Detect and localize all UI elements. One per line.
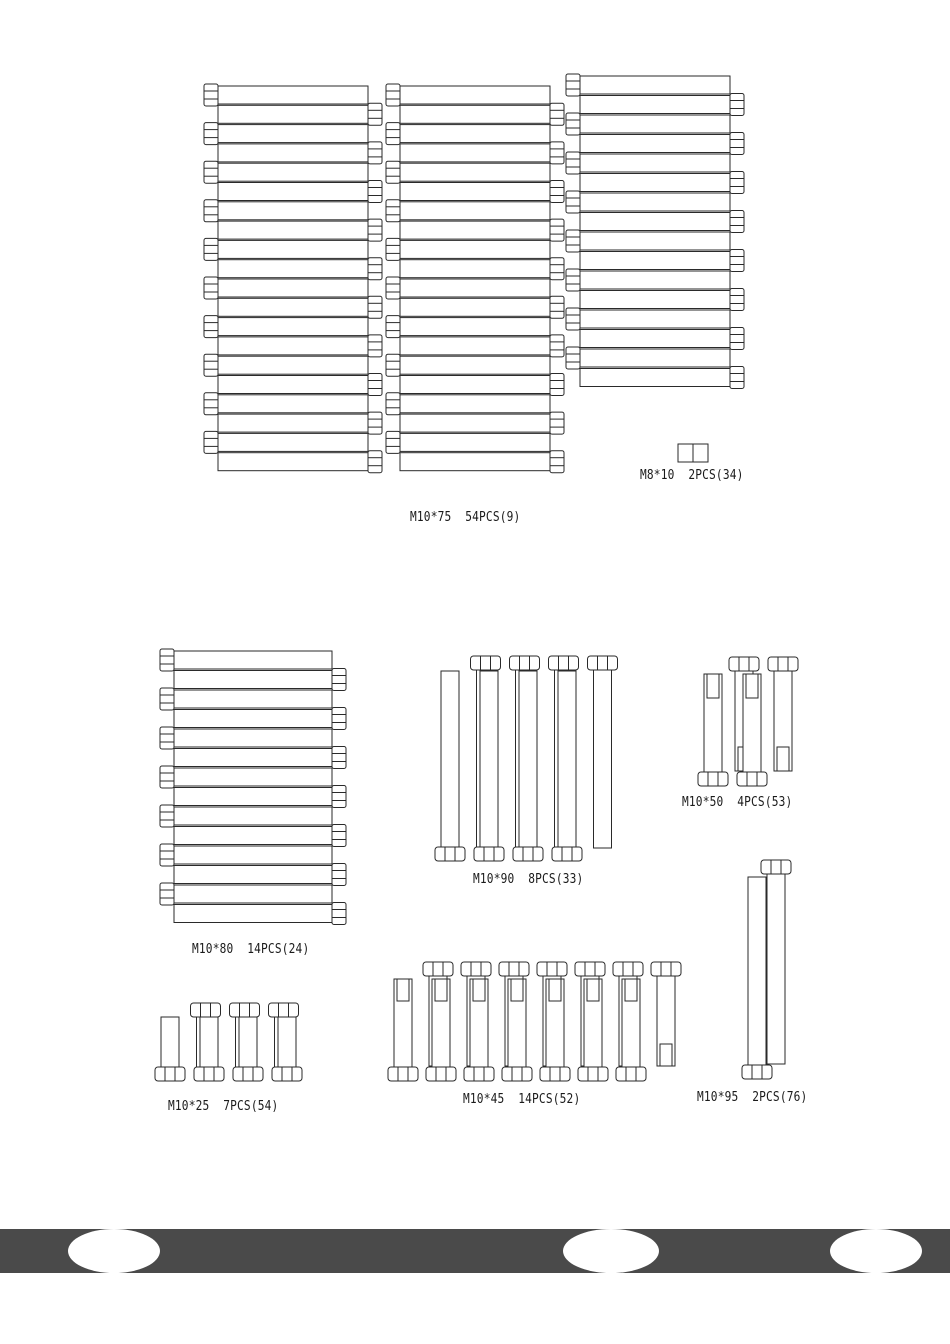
bolt-m10x75-6 (204, 200, 368, 222)
bolt-m10x75-19 (218, 451, 382, 473)
bolt-m10x75-1 (218, 103, 382, 125)
bolt-m10x80-3 (174, 708, 346, 730)
bolt-m10x75-20 (386, 84, 550, 106)
bolt-m10x75-40 (566, 74, 730, 96)
bolt-m10x75-37 (400, 412, 564, 434)
bolt-m10x75-50 (566, 269, 730, 291)
label-m10x45: M10*45 14PCS(52) (463, 1092, 581, 1107)
bolt-m10x75-7 (218, 219, 382, 241)
bolt-m10x75-36 (386, 393, 550, 415)
bolt-m10x75-44 (566, 152, 730, 174)
bolt-m10x80-0 (160, 649, 332, 671)
bolt-m10x80-1 (174, 669, 346, 691)
bolt-m10x75-21 (400, 103, 564, 125)
label-m8x10: M8*10 2PCS(34) (640, 468, 744, 483)
bolt-m10x75-8 (204, 238, 368, 260)
bolt-m10x75-39 (400, 451, 564, 473)
bolt-m10x50-3 (768, 657, 798, 771)
label-m10x95: M10*95 2PCS(76) (697, 1090, 808, 1105)
bolt-m10x75-12 (204, 316, 368, 338)
bolt-m10x75-0 (204, 84, 368, 106)
bolt-m10x80-4 (160, 727, 332, 749)
bolt-m10x75-27 (400, 219, 564, 241)
bolt-m10x75-30 (386, 277, 550, 299)
label-m10x25: M10*25 7PCS(54) (168, 1099, 279, 1114)
bolt-m10x75-43 (580, 133, 744, 155)
bolt-group-m10x95 (742, 860, 791, 1079)
bolt-m10x75-54 (566, 347, 730, 369)
bolt-m10x75-49 (580, 250, 744, 272)
bolt-m10x75-3 (218, 142, 382, 164)
bolt-m10x75-26 (386, 200, 550, 222)
bolt-m10x75-2 (204, 123, 368, 145)
bolt-m10x75-11 (218, 296, 382, 318)
bolt-m10x75-33 (400, 335, 564, 357)
bolt-m10x75-29 (400, 258, 564, 280)
bolt-group-m10x50 (698, 657, 798, 786)
bolt-m10x75-4 (204, 161, 368, 183)
bolt-m10x80-11 (174, 864, 346, 886)
bolt-m10x75-16 (204, 393, 368, 415)
bolt-m10x75-35 (400, 374, 564, 396)
bolt-m10x75-9 (218, 258, 382, 280)
bolt-m10x80-8 (160, 805, 332, 827)
bolt-m10x75-13 (218, 335, 382, 357)
bolt-group-m10x90 (435, 656, 618, 861)
bolt-group-m10x75 (204, 74, 744, 473)
bolt-m10x75-51 (580, 289, 744, 311)
bolt-m10x75-38 (386, 431, 550, 453)
bolt-m10x45-0 (388, 979, 418, 1081)
label-m10x75: M10*75 54PCS(9) (410, 510, 521, 525)
bolt-m10x90-0 (435, 671, 465, 861)
bolt-m10x75-17 (218, 412, 382, 434)
label-m10x80: M10*80 14PCS(24) (192, 942, 310, 957)
bolt-m10x75-31 (400, 296, 564, 318)
bolt-m10x75-46 (566, 191, 730, 213)
bolt-m10x75-10 (204, 277, 368, 299)
bolt-m10x75-47 (580, 211, 744, 233)
bolt-m10x75-25 (400, 181, 564, 203)
bolt-m10x75-28 (386, 238, 550, 260)
bolt-m10x90-7 (588, 656, 618, 848)
bolt-m10x75-32 (386, 316, 550, 338)
bolt-m10x75-42 (566, 113, 730, 135)
bolt-m10x80-2 (160, 688, 332, 710)
footer-page-tab-left (68, 1229, 160, 1273)
footer-page-tab-middle (563, 1229, 659, 1273)
bolt-group-m10x80 (160, 649, 346, 925)
bolt-m10x80-5 (174, 747, 346, 769)
bolt-m10x75-23 (400, 142, 564, 164)
bolt-m10x75-5 (218, 181, 382, 203)
bolt-m10x75-55 (580, 367, 744, 389)
bolt-m10x25-0 (155, 1017, 185, 1081)
bolt-m10x45-13 (651, 962, 681, 1066)
bolt-m10x75-48 (566, 230, 730, 252)
footer-page-tab-right (830, 1229, 922, 1273)
bolt-m10x50-0 (698, 674, 728, 786)
bolt-m10x80-13 (174, 903, 346, 925)
bolt-group-m10x25 (155, 1003, 302, 1081)
bolt-m10x75-24 (386, 161, 550, 183)
bolt-group-m10x45 (388, 962, 681, 1081)
bolt-m10x75-14 (204, 354, 368, 376)
nut-group-m8x10 (678, 444, 708, 462)
label-m10x90: M10*90 8PCS(33) (473, 872, 584, 887)
footer-band (0, 1229, 950, 1273)
bolt-m10x75-34 (386, 354, 550, 376)
bolt-m10x80-6 (160, 766, 332, 788)
bolt-m10x75-18 (204, 431, 368, 453)
bolt-m10x80-9 (174, 825, 346, 847)
bolt-m10x75-52 (566, 308, 730, 330)
bolt-m10x75-41 (580, 94, 744, 116)
bolt-m10x75-22 (386, 123, 550, 145)
bolt-m10x80-10 (160, 844, 332, 866)
label-m10x50: M10*50 4PCS(53) (682, 795, 793, 810)
bolt-m10x80-12 (160, 883, 332, 905)
bolt-m10x75-15 (218, 374, 382, 396)
bolt-m10x80-7 (174, 786, 346, 808)
bolt-m10x75-45 (580, 172, 744, 194)
bolt-m10x75-53 (580, 328, 744, 350)
